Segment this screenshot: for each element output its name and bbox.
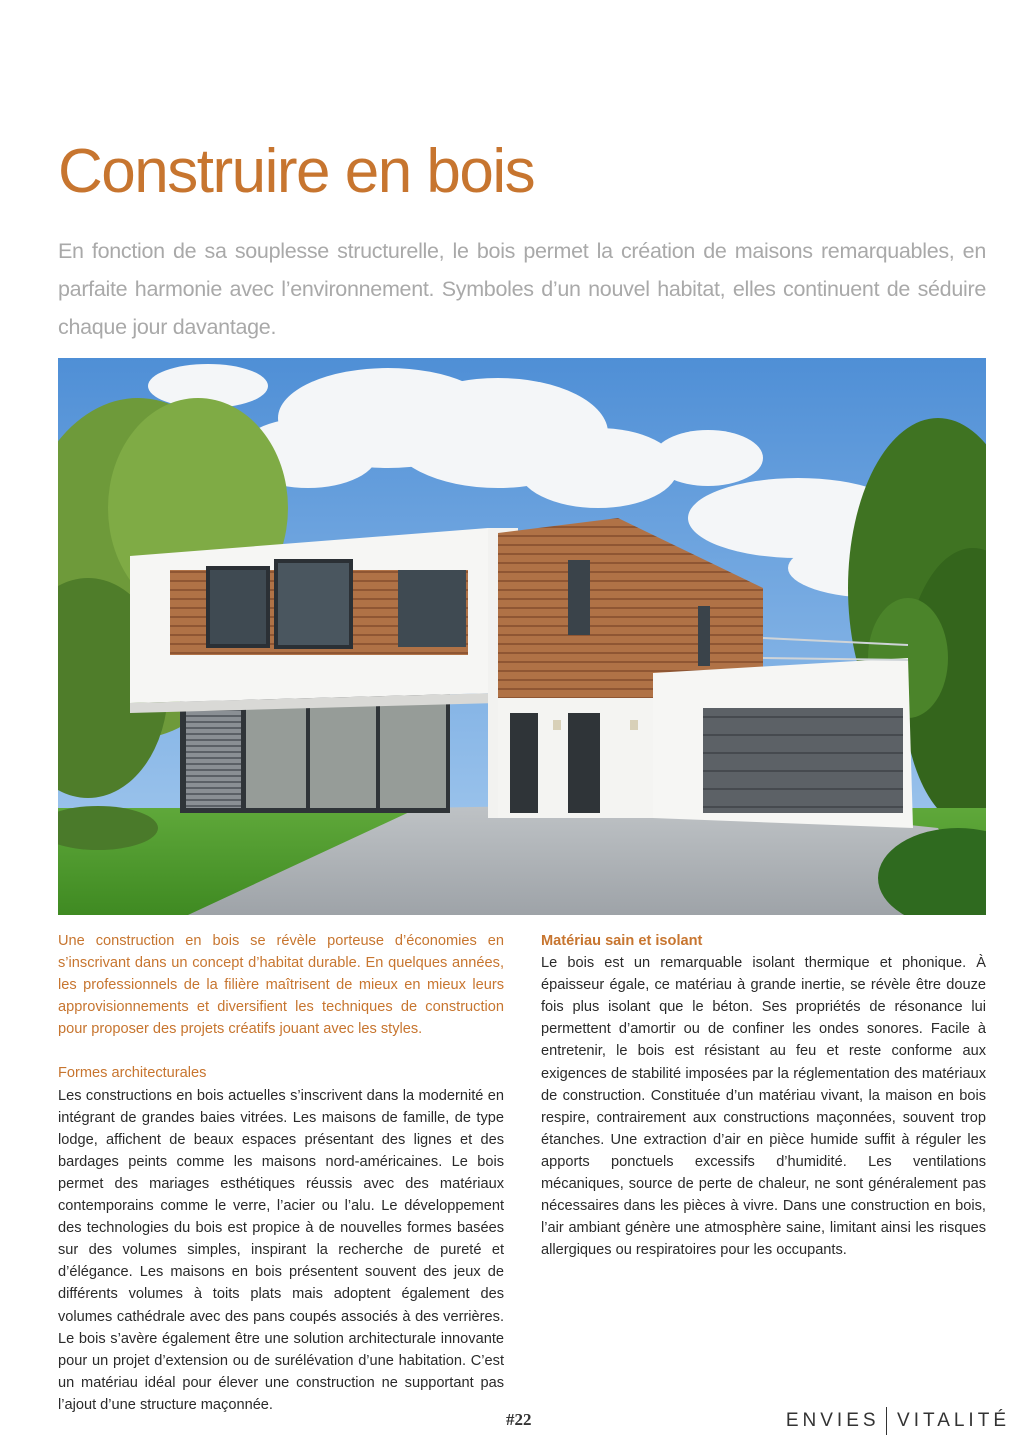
page-number: #22 <box>506 1410 532 1429</box>
section-heading-materiau: Matériau sain et isolant <box>541 933 703 949</box>
brand-divider <box>886 1407 888 1435</box>
section-body-formes: Les constructions en bois actuelles s’inscrivent dans la modernité en intégrant de grandes baies vitrées. Les maisons de famille, de type lodge, affichent de beaux espaces présentant des lignes et des bardages peints comme les maisons nord-américaines. Le bois permet des mariages esthétiques réussis avec des matériaux contemporains comme le verre, l’acier ou l’alu. Le développement des technologies du bois est propice à de nouvelles formes basées sur des volumes simples, inspirant la recherche de pureté et d’élégance. Les maisons en bois présentent souvent des jeux de différents volumes à toits plats mais adoptent également des volumes cathédrale avec des pans coupés associés à des verrières. Le bois s’avère également être une solution architecturale innovante pour un projet d’extension ou de surélévation d’une habitation. C’est un matériau idéal pour élever une construction ne supportant pas l’ajout d’une structure maçonnée. <box>58 1087 504 1413</box>
brand-vitalite: VITALITÉ <box>897 1410 1010 1431</box>
article-column-right <box>541 930 986 1261</box>
article-intro: Une construction en bois se révèle porteuse d’économies en s’inscrivant dans un concept d’habitat durable. En quelques années, les professionnels de la filière maîtrisent de mieux en mieux leurs approvisionnements et diversifient les techniques de construction pour proposer des projets créatifs jouant avec les styles. <box>58 933 504 1038</box>
house-photo <box>58 358 986 915</box>
article-title: Construire en bois <box>58 137 535 206</box>
brand-envies: ENVIES <box>785 1410 880 1431</box>
section-body-materiau: Le bois est un remarquable isolant thermique et phonique. À épaisseur égale, ce matériau à grande inertie, se révèle être douze fois plus isolant que le béton. Ses propriétés de résonance lui permettent d’amortir ou de confiner les ondes sonores. Facile à entretenir, le bois est résistant au feu et reste conforme aux exigences de stabilité imposées par la réglementation des matériaux de construction. Constituée d’un matériau vivant, la maison en bois respire, contrairement aux constructions maçonnées, souvent trop étanches. Une extraction d’air en pièce humide suffit à réguler les apports ponctuels excessifs d’humidité. Les ventilations mécaniques, source de perte de chaleur, ne sont généralement pas nécessaires dans les pièces à vivre. Dans une construction en bois, l’air ambiant génère une atmosphère saine, limitant ainsi les risques allergiques ou respiratoires pour les occupants. <box>541 955 986 1259</box>
article-lead: En fonction de sa souplesse structurelle, le bois permet la création de maisons remarquables, en parfaite harmonie avec l’environnement. Symboles d’un nouvel habitat, elles continuent de séduire chaque jour davantage. <box>58 239 986 339</box>
article-column-left <box>58 930 504 1416</box>
section-heading-formes: Formes architecturales <box>58 1065 207 1082</box>
magazine-brand <box>786 1407 1010 1435</box>
